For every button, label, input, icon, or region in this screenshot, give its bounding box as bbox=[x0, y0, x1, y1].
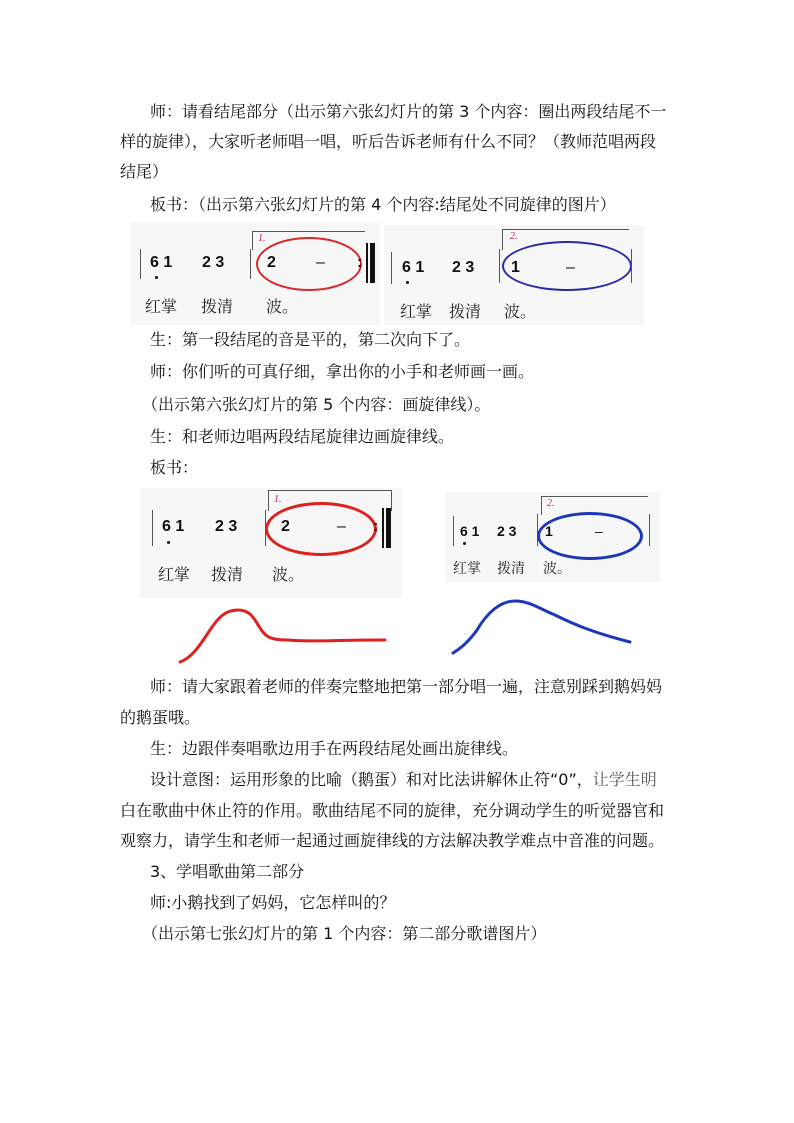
ending-1-mark: 1. bbox=[274, 494, 282, 505]
para-12: 师:小鹅找到了妈妈，它怎样叫的？ bbox=[150, 893, 396, 912]
design-intent-tail: 让学生明 bbox=[592, 770, 657, 789]
red-melody-line bbox=[170, 600, 400, 670]
notation-figure-2-left: 6 1 2 3 1. 2 – : 红掌 拨清 波。 bbox=[140, 488, 402, 598]
para-5: （出示第六张幻灯片的第 5 个内容：画旋律线）。 bbox=[142, 395, 491, 414]
lyrics-c: 波。 bbox=[504, 302, 537, 321]
design-intent-text: 设计意图：运用形象的比喻（鹅蛋）和对比法讲解休止符“0”， bbox=[150, 770, 593, 789]
lyrics-a: 红掌 bbox=[400, 302, 433, 321]
blue-melody-line bbox=[445, 595, 645, 665]
para-7: 板书： bbox=[150, 458, 199, 477]
lyrics-a: 红掌 bbox=[158, 565, 191, 584]
para-11: 3、学唱歌曲第二部分 bbox=[150, 862, 305, 881]
notation-figure-1-right bbox=[384, 225, 644, 325]
para-6: 生：和老师边唱两段结尾旋律边画旋律线。 bbox=[150, 427, 455, 446]
notes-a: 6 1 bbox=[162, 518, 185, 535]
held-note: 2 bbox=[267, 254, 276, 271]
para-13: （出示第七张幻灯片的第 1 个内容：第二部分歌谱图片） bbox=[142, 924, 547, 943]
para-9: 生：边跟伴奏唱歌边用手在两段结尾处画出旋律线。 bbox=[150, 739, 519, 758]
para-3: 生：第一段结尾的音是平的，第二次向下了。 bbox=[150, 330, 471, 349]
held-note: 2 bbox=[281, 518, 290, 535]
para-1-line-2: 样的旋律），大家听老师唱一唱，听后告诉老师有什么不同？（教师范唱两段 bbox=[120, 132, 657, 151]
held-note: 1 bbox=[545, 523, 553, 539]
para-4: 师：你们听的可真仔细，拿出你的小手和老师画一画。 bbox=[150, 362, 535, 381]
para-8-line-1: 师：请大家跟着老师的伴奏完整地把第一部分唱一遍，注意别踩到鹅妈妈 bbox=[150, 677, 663, 696]
notes-b: 2 3 bbox=[202, 254, 225, 271]
para-8-line-2: 的鹅蛋哦。 bbox=[120, 708, 201, 727]
dash: – bbox=[337, 518, 346, 535]
para-2: 板书：（出示第六张幻灯片的第 4 个内容:结尾处不同旋律的图片） bbox=[150, 195, 616, 214]
held-note: 1 bbox=[511, 259, 520, 276]
para-10-line-2: 白在歌曲中休止符的作用。歌曲结尾不同的旋律，充分调动学生的听觉器官和 bbox=[120, 801, 665, 820]
notes-a: 6 1 bbox=[460, 523, 480, 539]
dash: – bbox=[595, 523, 603, 539]
para-1-line-1: 师：请看结尾部分（出示第六张幻灯片的第 3 个内容：圈出两段结尾不一 bbox=[150, 102, 667, 121]
notation-figure-1-left: 6 1 2 3 1. 2 – : 红掌 拨清 波。 bbox=[130, 222, 380, 325]
dash: – bbox=[566, 259, 575, 276]
lyrics-c: 波。 bbox=[266, 297, 299, 316]
notes-b: 2 3 bbox=[215, 518, 238, 535]
dash: – bbox=[316, 254, 325, 271]
lyrics-b: 拨清 bbox=[497, 561, 525, 577]
notes-b: 2 3 bbox=[452, 259, 475, 276]
lyrics-a: 红掌 bbox=[453, 561, 481, 577]
ending-2-mark: 2. bbox=[510, 231, 518, 242]
para-1-line-3: 结尾） bbox=[120, 162, 169, 181]
lyrics-c: 波。 bbox=[272, 565, 305, 584]
ending-1-mark: 1. bbox=[258, 233, 266, 244]
lyrics-b: 拨清 bbox=[211, 565, 244, 584]
notes-a: 6 1 bbox=[402, 259, 425, 276]
para-10-line-1 bbox=[150, 770, 657, 790]
notes-a: 6 1 bbox=[150, 254, 173, 271]
lyrics-c: 波。 bbox=[543, 561, 571, 577]
lyrics-b: 拨清 bbox=[449, 302, 482, 321]
lyrics-b: 拨清 bbox=[201, 297, 234, 316]
para-10-line-3: 观察力，请学生和老师一起通过画旋律线的方法解决教学难点中音准的问题。 bbox=[120, 831, 665, 850]
ending-2-mark: 2. bbox=[547, 498, 555, 509]
notation-figure-2-right bbox=[445, 492, 660, 582]
notes-b: 2 3 bbox=[497, 523, 517, 539]
lyrics-a: 红掌 bbox=[145, 297, 178, 316]
